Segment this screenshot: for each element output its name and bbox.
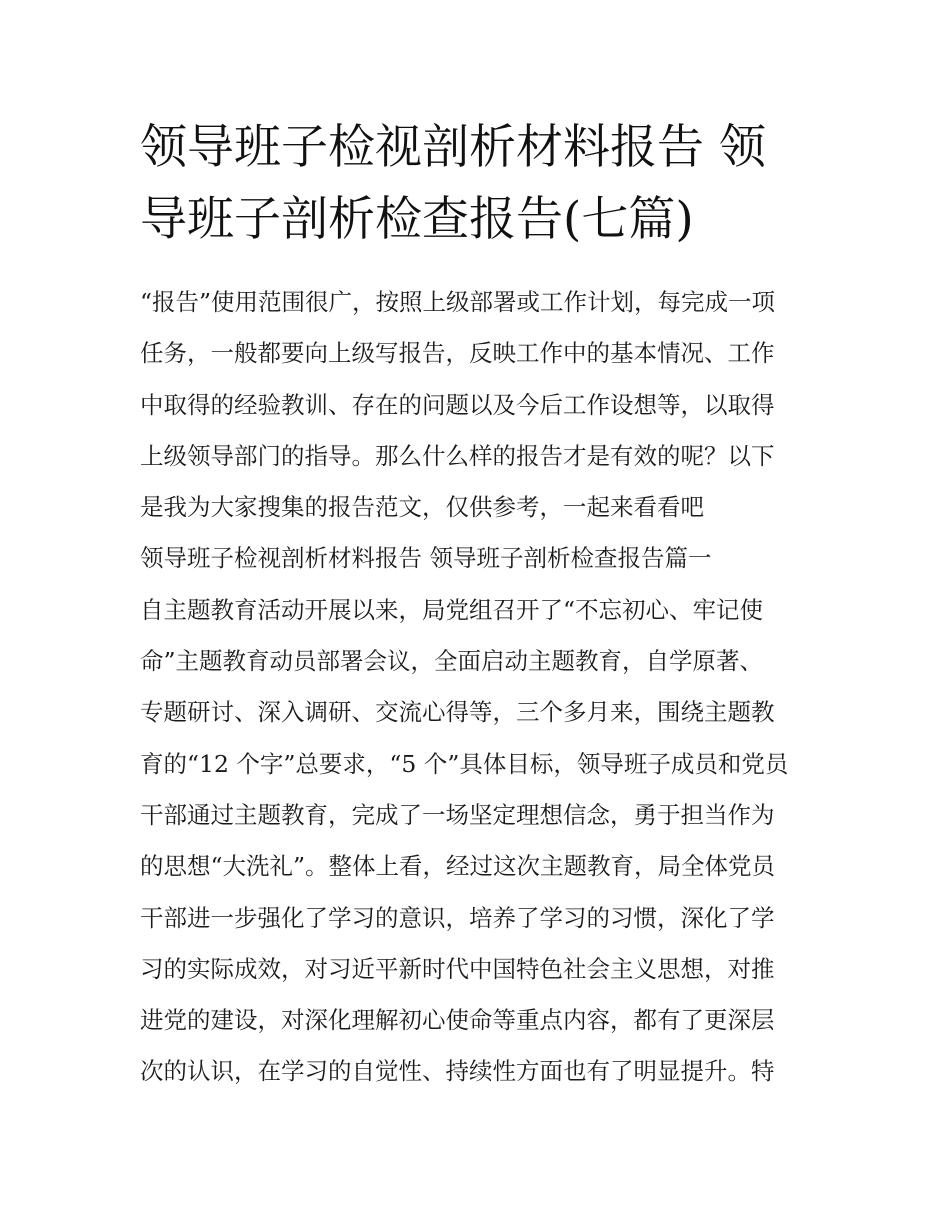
section-heading: 领导班子检视剖析材料报告 领导班子剖析检查报告篇一 [140, 544, 712, 573]
body-line: 任务，一般都要向上级写报告，反映工作中的基本情况、工作 [140, 339, 775, 368]
body-line: 是我为大家搜集的报告范文，仅供参考，一起来看看吧 [140, 493, 704, 522]
document-body [140, 282, 820, 1103]
body-line: 中取得的经验教训、存在的问题以及今后工作设想等，以取得 [140, 390, 775, 419]
body-line: 上级领导部门的指导。那么什么样的报告才是有效的呢？以下 [140, 441, 775, 470]
body-line: 干部进一步强化了学习的意识，培养了学习的习惯，深化了学 [140, 903, 775, 932]
body-line: 命”主题教育动员部署会议，全面启动主题教育，自学原著、 [140, 647, 764, 676]
body-line: 自主题教育活动开展以来，局党组召开了“不忘初心、牢记使 [140, 595, 764, 624]
title-line: 领导班子检视剖析材料报告 领 [140, 120, 766, 175]
body-line: 次的认识，在学习的自觉性、持续性方面也有了明显提升。特 [140, 1057, 775, 1086]
title-line: 导班子剖析检查报告(七篇) [140, 192, 694, 247]
document-title [140, 112, 815, 256]
body-line: 的思想“大洗礼”。整体上看，经过这次主题教育，局全体党员 [140, 852, 776, 881]
body-line: 专题研讨、深入调研、交流心得等，三个多月来，围绕主题教 [140, 698, 775, 727]
body-line: 习的实际成效，对习近平新时代中国特色社会主义思想，对推 [140, 954, 775, 983]
body-line: 进党的建设，对深化理解初心使命等重点内容，都有了更深层 [140, 1006, 775, 1035]
body-line: 干部通过主题教育，完成了一场坚定理想信念，勇于担当作为 [140, 800, 775, 829]
body-line: “报告”使用范围很广，按照上级部署或工作计划，每完成一项 [140, 288, 776, 316]
body-line: 育的“12 个字”总要求，“5 个”具体目标，领导班子成员和党员 [140, 749, 789, 778]
